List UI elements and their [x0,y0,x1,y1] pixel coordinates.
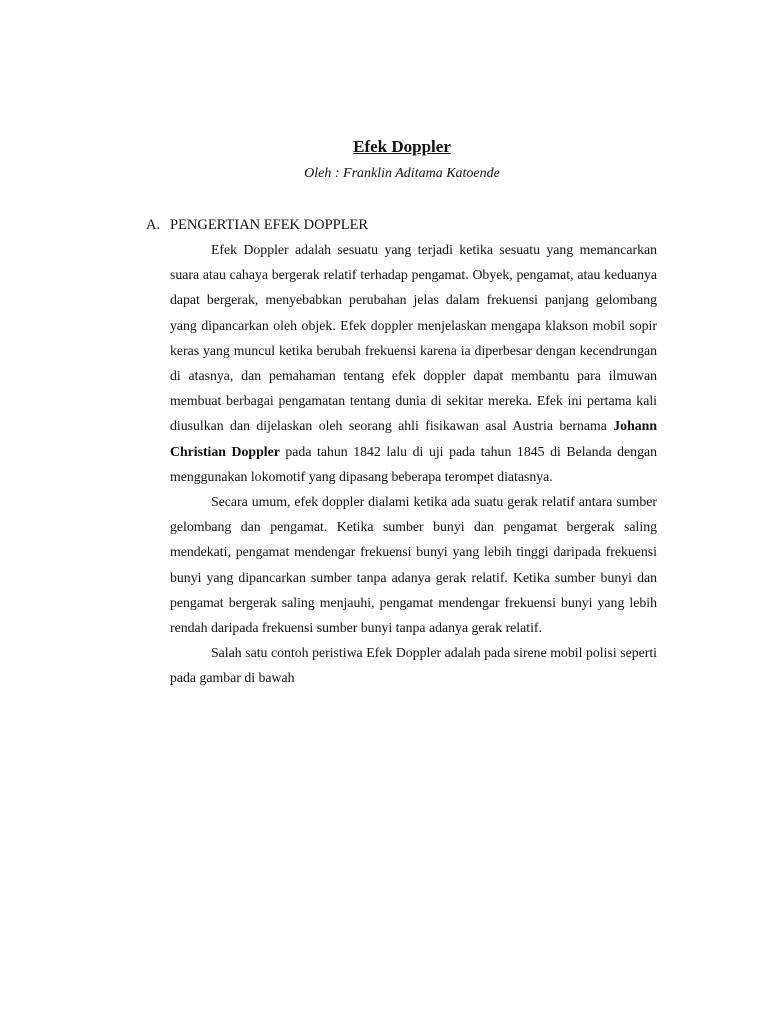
paragraph-1 [170,237,657,489]
section-heading-text: PENGERTIAN EFEK DOPPLER [170,217,369,233]
paragraph-1-text-a: Efek Doppler adalah sesuatu yang terjadi ketika sesuatu yang memancarkan suara atau cahaya bergerak relatif terhadap pengamat. Obyek, pengamat, atau keduanya dapat bergerak, menyebabkan perubahan jelas dalam frekuensi panjang gelombang yang dipancarkan oleh objek. Efek doppler menjelaskan mengapa klakson mobil sopir keras yang muncul ketika berubah frekuensi karena ia diperbesar dengan kecendrungan di atasnya, dan pemahaman tentang efek doppler dapat membantu para ilmuwan membuat berbagai pengamatan tentang dunia di sekitar mereka. Efek ini pertama kali diusulkan dan dijelaskan oleh seorang ahli fisikawan asal Austria bernama [170,242,657,434]
body-text [170,237,657,691]
paragraph-3: Salah satu contoh peristiwa Efek Doppler adalah pada sirene mobil polisi seperti pada gambar di bawah [170,645,657,686]
scientist-name: Johann Christian Doppler [170,418,657,459]
document-author: Oleh : Franklin Aditama Katoende [304,166,500,181]
paragraph-2: Secara umum, efek doppler dialami ketika ada suatu gerak relatif antara sumber gelombang dan pengamat. Ketika sumber bunyi dan pengamat bergerak saling mendekati, pengamat mendengar frekuensi bunyi yang lebih tinggi daripada frekuensi bunyi yang dipancarkan sumber tanpa adanya gerak relatif. Ketika sumber bunyi dan pengamat bergerak saling menjauhi, pengamat mendengar frekuensi bunyi yang lebih rendah daripada frekuensi sumber bunyi tanpa adanya gerak relatif. [170,494,657,636]
section-heading [146,217,368,234]
document-title: Efek Doppler [353,137,451,156]
section-letter: A. [146,217,161,233]
paragraph-1-text-b: pada tahun 1842 lalu di uji pada tahun 1845 di Belanda dengan menggunakan lokomotif yang dipasang beberapa terompet diatasnya. [170,443,658,484]
